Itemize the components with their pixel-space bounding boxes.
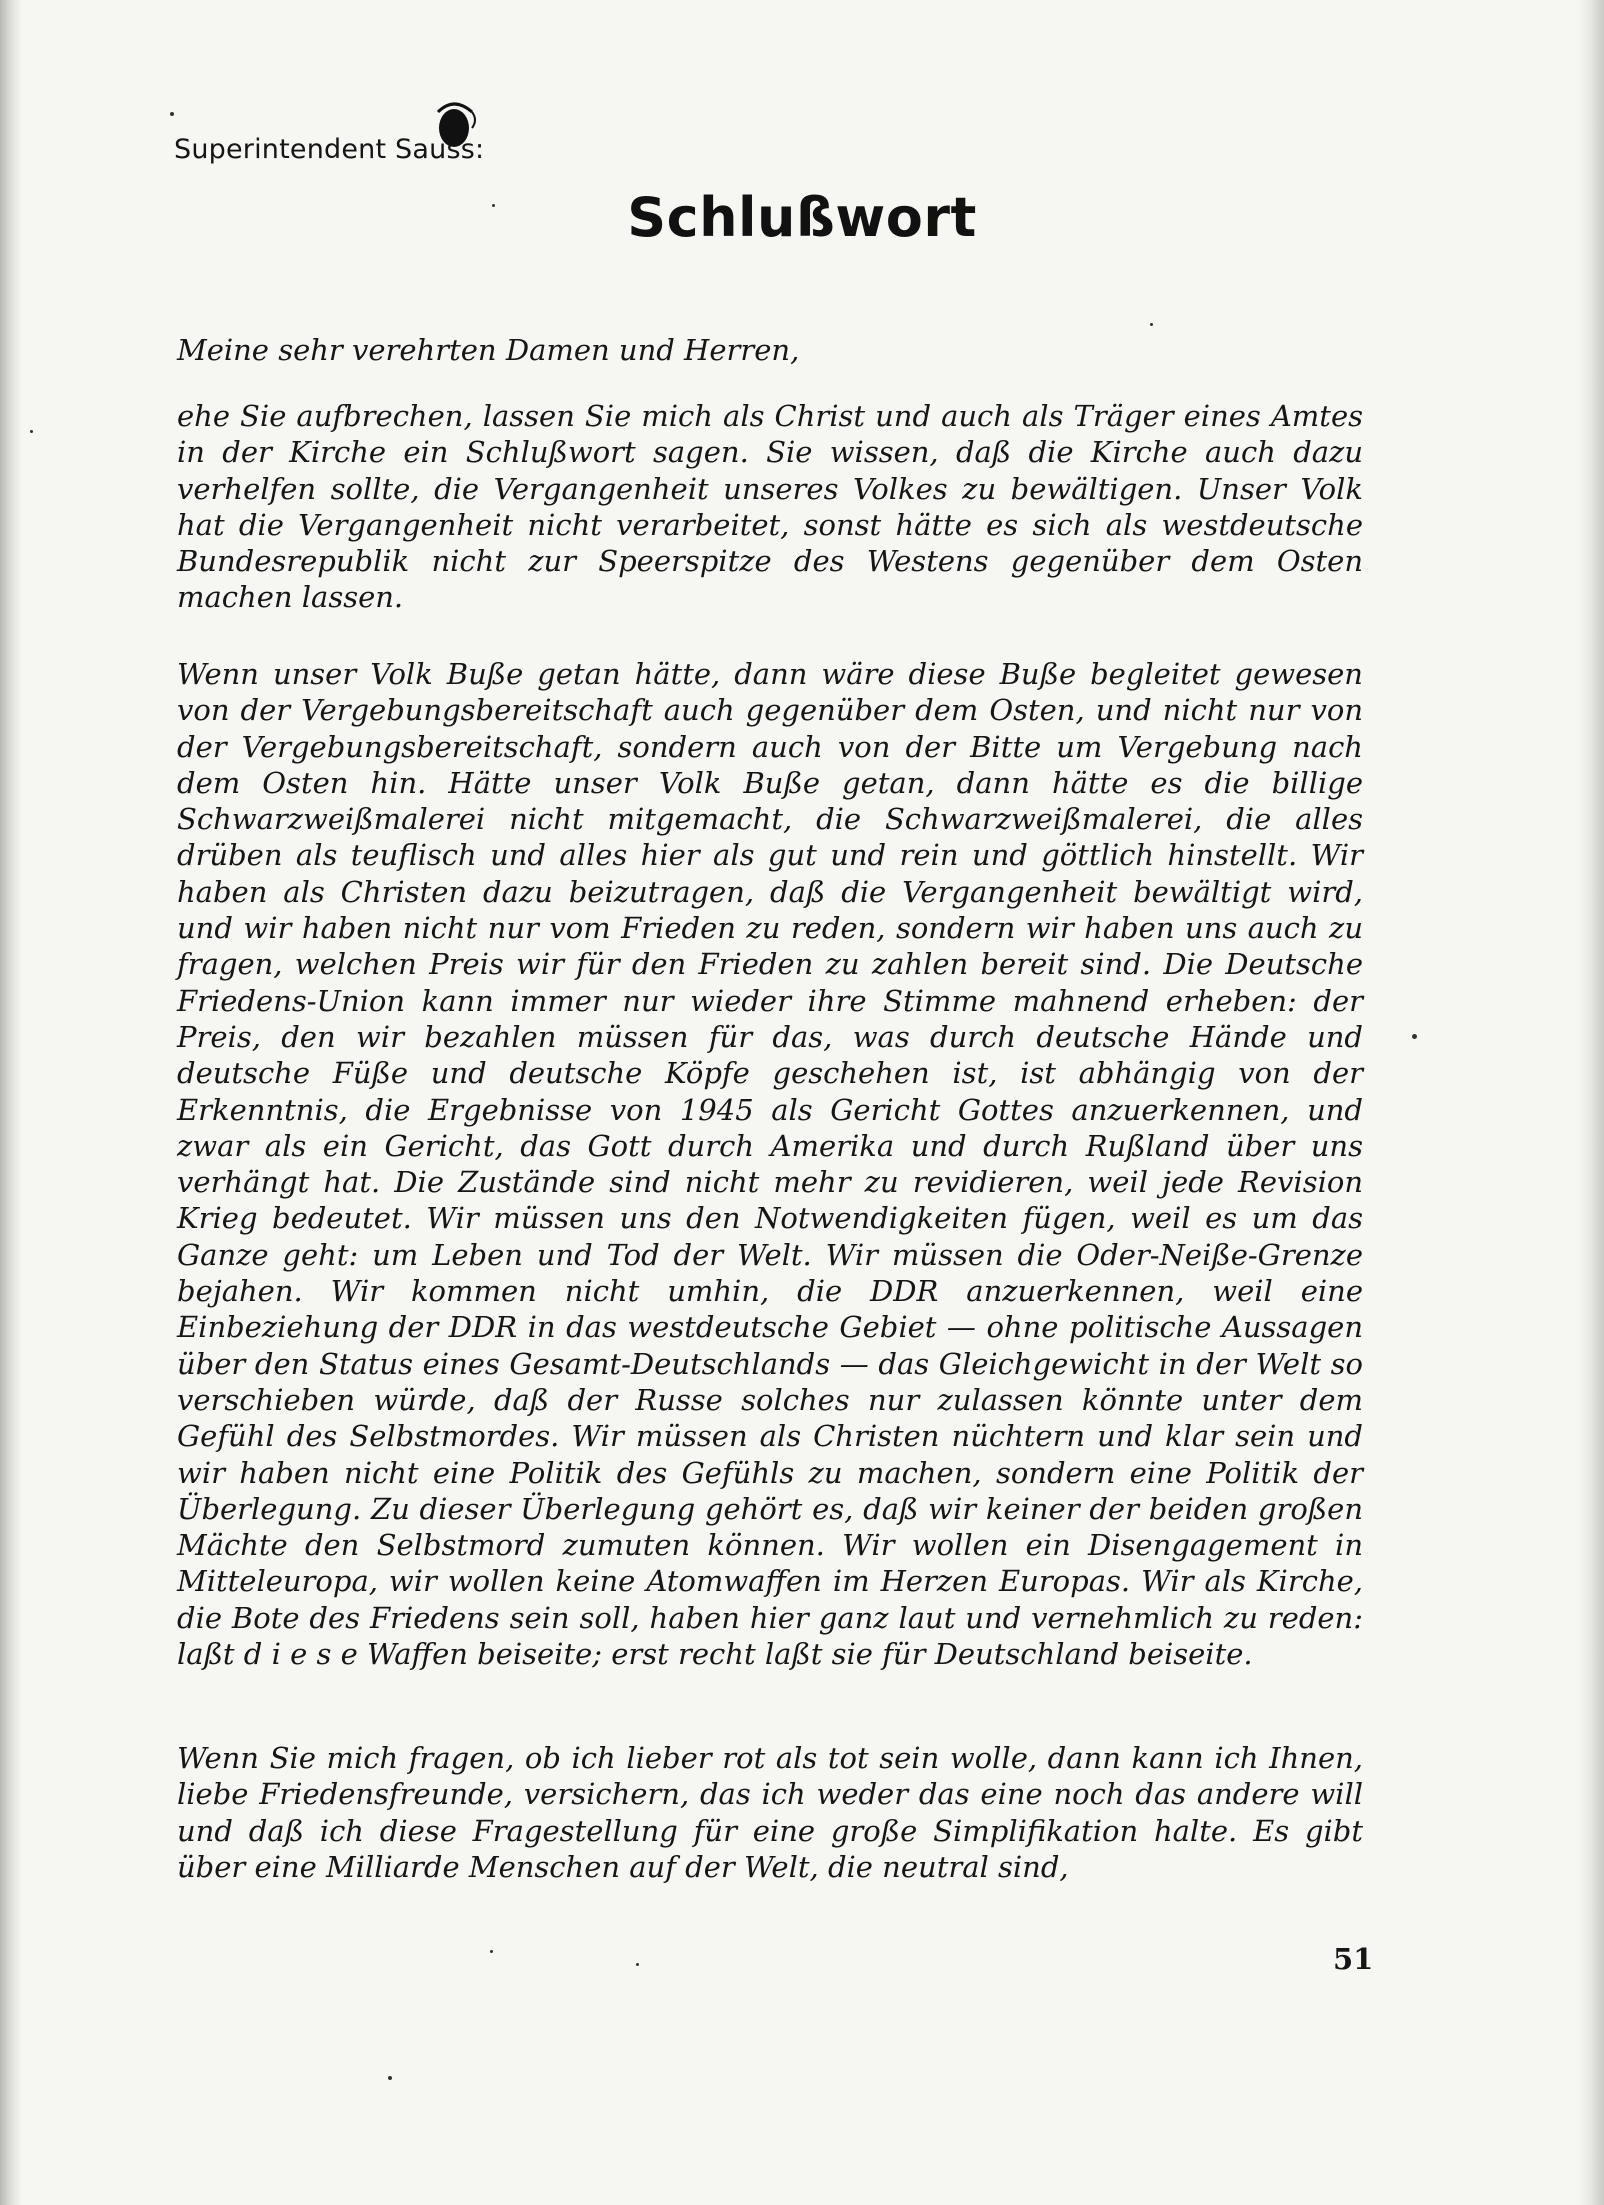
paragraph: ehe Sie aufbrechen, lassen Sie mich als Christ und auch als Träger eines Amtes in der Kirche ein Schlußwort sagen. Sie wissen, daß die Kirche auch dazu verhelfen sollte, die Vergangenheit unseres Volkes zu bewältigen. Unser Volk hat die Vergangenheit nicht verarbeitet, sonst hätte es sich als westdeutsche Bundesrepublik nicht zur Speerspitze des Westens gegenüber dem Osten machen lassen. [177,399,1363,615]
scan-speck [636,1963,639,1966]
page-title: Schlußwort [627,186,977,249]
page-number: 51 [1333,1942,1374,1976]
scan-speck [388,2076,392,2080]
scan-speck [30,430,33,433]
scan-speck [170,112,174,116]
scan-speck [490,1950,493,1953]
paragraph: Wenn unser Volk Buße getan hätte, dann wäre diese Buße begleitet gewesen von der Vergebungsbereitschaft auch gegenüber dem Osten, und nicht nur von der Vergebungsbereitschaft, sondern auch von der Bitte um Vergebung nach dem Osten hin. Hätte unser Volk Buße getan, dann hätte es die billige Schwarzweißmalerei nicht mitgemacht, die Schwarzweißmalerei, die alles drüben als teuflisch und alles hier als gut und rein und göttlich hinstellt. Wir haben als Christen dazu beizutragen, daß die Vergangenheit bewältigt wird, und wir haben nicht nur vom Frieden zu reden, sondern wir haben uns auch zu fragen, welchen Preis wir für den Frieden zu zahlen bereit sind. Die Deutsche Friedens-Union kann immer nur wieder ihre Stimme mahnend erheben: der Preis, den wir bezahlen müssen für das, was durch deutsche Hände und deutsche Füße und deutsche Köpfe geschehen ist, ist abhängig von der Erkenntnis, die Ergebnisse von 1945 als Gericht Gottes anzuerkennen, und zwar als ein Gericht, das Gott durch Amerika und durch Rußland über uns verhängt hat. Die Zustände sind nicht mehr zu revidieren, weil jede Revision Krieg bedeutet. Wir müssen uns den Notwendigkeiten fügen, weil es um das Ganze geht: um Leben und Tod der Welt. Wir müssen die Oder-Neiße-Grenze bejahen. Wir kommen nicht umhin, die DDR anzuerkennen, weil eine Einbeziehung der DDR in das westdeutsche Gebiet — ohne politische Aussagen über den Status eines Gesamt-Deutschlands — das Gleichgewicht in der Welt so verschieben würde, daß der Russe solches nur zulassen könnte unter dem Gefühl des Selbstmordes. Wir müssen als Christen nüchtern und klar sein und wir haben nicht eine Politik des Gefühls zu machen, sondern eine Politik der Überlegung. Zu dieser Überlegung gehört es, daß wir keiner der beiden großen Mächte den Selbstmord zumuten können. Wir wollen ein Disengagement in Mitteleuropa, wir wollen keine Atomwaffen im Herzen Europas. Wir als Kirche, die Bote des Friedens sein soll, haben hier ganz laut und vernehmlich zu reden: laßt d i e s e Waffen beiseite; erst recht laßt sie für Deutschland beiseite. [177,657,1363,1672]
scan-speck [1412,1034,1417,1039]
salutation: Meine sehr verehrten Damen und Herren, [177,333,800,367]
paragraph: Wenn Sie mich fragen, ob ich lieber rot als tot sein wolle, dann kann ich Ihnen, liebe Friedensfreunde, versichern, das ich weder das eine noch das andere will und daß ich diese Fragestellung für eine große Simplifikation halte. Es gibt über eine Milliarde Menschen auf der Welt, die neutral sind, [177,1741,1363,1884]
scan-edge-right [1578,0,1604,2205]
scan-speck [1150,323,1153,326]
author-line: Superintendent Sauss: [174,134,485,165]
scan-edge-left [0,0,22,2205]
